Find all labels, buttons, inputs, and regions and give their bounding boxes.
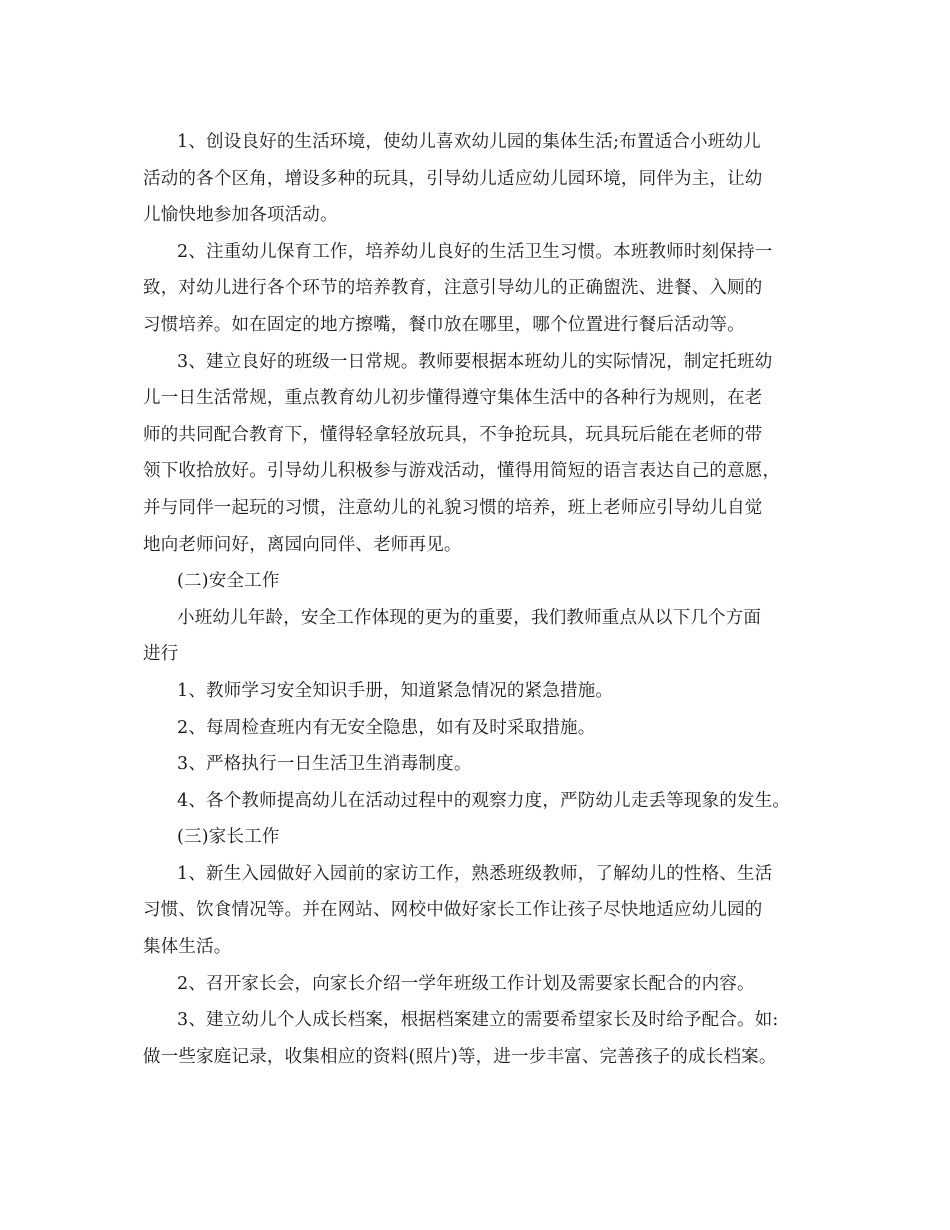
text-line: 习惯培养。如在固定的地方擦嘴，餐巾放在哪里，哪个位置进行餐后活动等。	[143, 314, 745, 335]
text-line: 集体生活。	[143, 937, 232, 958]
text-line: 1、创设良好的生活环境，使幼儿喜欢幼儿园的集体生活;布置适合小班幼儿	[177, 132, 761, 152]
text-line: 师的共同配合教育下，懂得轻拿轻放玩具，不争抢玩具，玩具玩后能在老师的带	[143, 424, 763, 445]
text-line: 2、注重幼儿保育工作，培养幼儿良好的生活卫生习惯。本班教师时刻保持一	[177, 241, 773, 262]
text-line: 3、建立幼儿个人成长档案，根据档案建立的需要希望家长及时给予配合。如:	[177, 1010, 779, 1031]
paragraph-safety-item-1	[143, 673, 815, 710]
section-heading: (三)家长工作	[177, 827, 280, 848]
paragraph-safety-intro	[143, 600, 815, 673]
paragraph-parents-item-2	[143, 966, 815, 1003]
text-line: 2、召开家长会，向家长介绍一学年班级工作计划及需要家长配合的内容。	[177, 973, 755, 994]
paragraph-care-work	[143, 234, 815, 344]
text-line: 致，对幼儿进行各个环节的培养教育，注意引导幼儿的正确盥洗、进餐、入厕的	[143, 278, 763, 299]
text-line: 儿愉快地参加各项活动。	[143, 205, 338, 226]
text-line: 2、每周检查班内有无安全隐患，如有及时采取措施。	[177, 717, 596, 738]
text-line: 小班幼儿年龄，安全工作体现的更为的重要，我们教师重点从以下几个方面	[177, 607, 762, 628]
section-heading-parents	[143, 819, 815, 856]
paragraph-safety-item-3	[143, 746, 815, 783]
document-body	[143, 124, 815, 1075]
paragraph-parents-item-3	[143, 1002, 815, 1075]
paragraph-environment	[143, 124, 815, 234]
section-heading-safety	[143, 563, 815, 600]
section-heading: (二)安全工作	[177, 571, 280, 592]
text-line: 并与同伴一起玩的习惯，注意幼儿的礼貌习惯的培养，班上老师应引导幼儿自觉	[143, 497, 763, 518]
text-line: 儿一日生活常规，重点教育幼儿初步懂得遵守集体生活中的各种行为规则，在老	[143, 388, 763, 409]
text-line: 做一些家庭记录，收集相应的资料(照片)等，进一步丰富、完善孩子的成长档案。	[143, 1046, 777, 1067]
text-line: 地向老师问好，离园向同伴、老师再见。	[143, 534, 462, 555]
text-line: 习惯、饮食情况等。并在网站、网校中做好家长工作让孩子尽快地适应幼儿园的	[143, 900, 763, 921]
text-line: 领下收拾放好。引导幼儿积极参与游戏活动，懂得用简短的语言表达自己的意愿，	[143, 461, 781, 482]
text-line: 1、教师学习安全知识手册，知道紧急情况的紧急措施。	[177, 680, 614, 701]
text-line: 3、严格执行一日生活卫生消毒制度。	[177, 754, 472, 775]
text-line: 3、建立良好的班级一日常规。教师要根据本班幼儿的实际情况，制定托班幼	[177, 351, 773, 372]
text-line: 1、新生入园做好入园前的家访工作，熟悉班级教师，了解幼儿的性格、生活	[177, 863, 773, 884]
paragraph-parents-item-1	[143, 856, 815, 966]
paragraph-safety-item-4	[143, 783, 815, 820]
paragraph-safety-item-2	[143, 710, 815, 747]
paragraph-daily-routine	[143, 344, 815, 564]
text-line: 4、各个教师提高幼儿在活动过程中的观察力度，严防幼儿走丢等现象的发生。	[177, 790, 791, 811]
text-line: 进行	[143, 644, 179, 665]
text-line: 活动的各个区角，增设多种的玩具，引导幼儿适应幼儿园环境，同伴为主，让幼	[143, 168, 763, 189]
